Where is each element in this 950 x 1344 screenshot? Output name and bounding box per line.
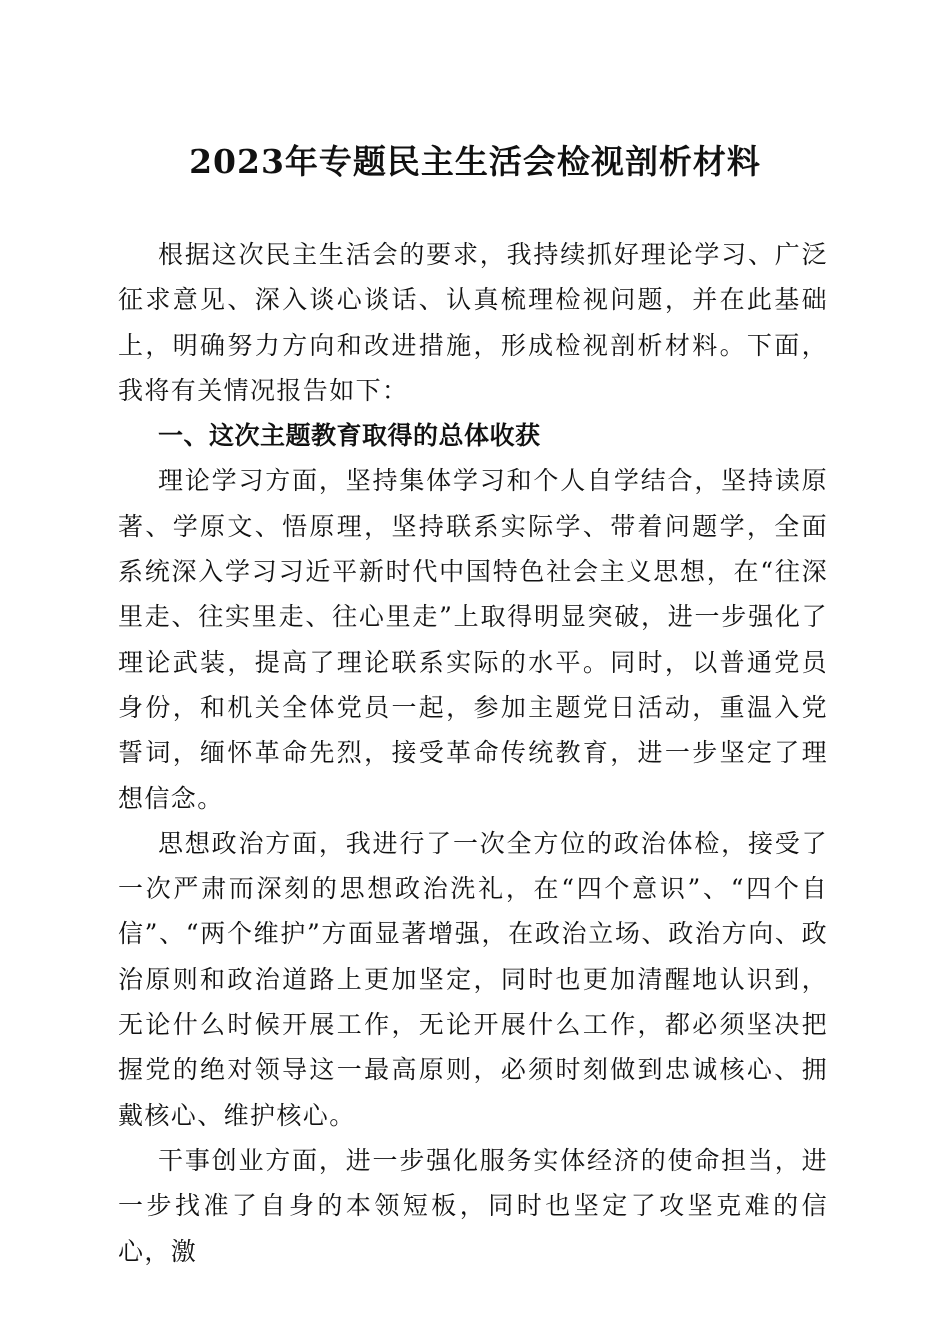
section-heading: 一、这次主题教育取得的总体收获 bbox=[158, 421, 541, 451]
work-paragraph: 干事创业方面，进一步强化服务实体经济的使命担当，进一步找准了自身的本领短板，同时也坚定了攻坚克难的信心，激 bbox=[118, 1145, 828, 1266]
document-body bbox=[118, 232, 828, 1274]
ideological-politics-paragraph: 思想政治方面，我进行了一次全方位的政治体检，接受了一次严肃而深刻的思想政治洗礼，在“四个意识”、“四个自信”、“两个维护”方面显著增强，在政治立场、政治方向、政治原则和政治道路上更加坚定，同时也更加清醒地认识到，无论什么时候开展工作，无论开展什么工作，都必须坚决把握党的绝对领导这一最高原则，必须时刻做到忠诚核心、拥戴核心、维护核心。 bbox=[118, 828, 828, 1130]
theory-study-paragraph: 理论学习方面，坚持集体学习和个人自学结合，坚持读原著、学原文、悟原理，坚持联系实际学、带着问题学，全面系统深入学习习近平新时代中国特色社会主义思想，在“往深里走、往实里走、往心里走”上取得明显突破，进一步强化了理论武装，提高了理论联系实际的水平。同时，以普通党员身份，和机关全体党员一起，参加主题党日活动，重温入党誓词，缅怀革命先烈，接受革命传统教育，进一步坚定了理想信念。 bbox=[118, 466, 828, 813]
document-title: 2023年专题民主生活会检视剖析材料 bbox=[189, 142, 761, 181]
intro-paragraph: 根据这次民主生活会的要求，我持续抓好理论学习、广泛征求意见、深入谈心谈话、认真梳理检视问题，并在此基础上，明确努力方向和改进措施，形成检视剖析材料。下面，我将有关情况报告如下： bbox=[118, 240, 828, 405]
